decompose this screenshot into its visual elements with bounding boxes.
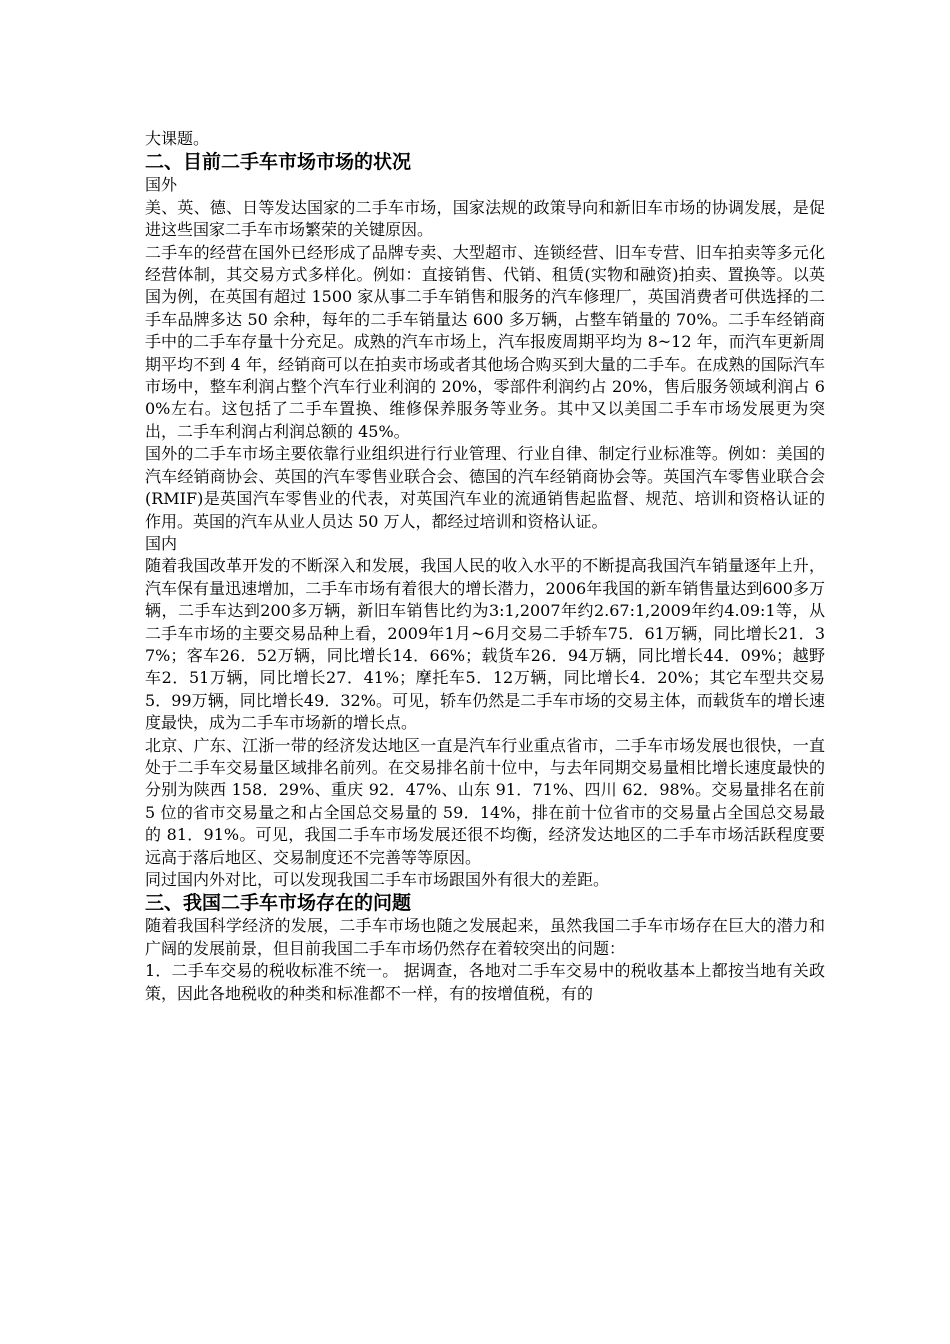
paragraph-problem-1: 1．二手车交易的税收标准不统一。 据调查，各地对二手车交易中的税收基本上都按当地有关政策，因此各地税收的种类和标准都不一样，有的按增值税，有的 [145, 961, 825, 1003]
paragraph-problems-intro: 随着我国科学经济的发展，二手车市场也随之发展起来，虽然我国二手车市场存在巨大的潜力和广阔的发展前景，但目前我国二手车市场仍然存在着较突出的问题： [145, 916, 825, 958]
paragraph-comparison: 同过国内外对比，可以发现我国二手车市场跟国外有很大的差距。 [145, 870, 610, 889]
subheading-abroad: 国外 [145, 175, 178, 195]
paragraph-abroad-3: 国外的二手车市场主要依靠行业组织进行行业管理、行业自律、制定行业标准等。例如：美国的汽车经销商协会、英国的汽车零售业联合会、德国的汽车经销商协会等。英国汽车零售业联合会(RMIF)是英国汽车零售业的代表，对英国汽车业的流通销售起监督、规范、培训和资格认证的作用。英国的汽车从业人员达 50 万人，都经过培训和资格认证。 [145, 444, 825, 531]
paragraph-domestic-2: 北京、广东、江浙一带的经济发达地区一直是汽车行业重点省市，二手车市场发展也很快，一直处于二手车交易量区域排名前列。在交易排名前十位中，与去年同期交易量相比增长速度最快的分别为陕西 158．29%、重庆 92．47%、山东 91．71%、四川 62．98%。交易量排名在前 5 位的省市交易量之和占全国总交易量的 59．14%，排在前十位省市的交易量占全国总交易最的 81．91%。可见，我国二手车市场发展还很不均衡，经济发达地区的二手车市场活跃程度要远高于落后地区、交易制度还不完善等等原因。 [145, 735, 825, 867]
paragraph-continuation: 大课题。 [145, 129, 210, 148]
paragraph-abroad-1: 美、英、德、日等发达国家的二手车市场，国家法规的政策导向和新旧车市场的协调发展，是促进这些国家二手车市场繁荣的关键原因。 [145, 197, 825, 240]
paragraph-abroad-2: 二手车的经营在国外已经形成了品牌专卖、大型超市、连锁经营、旧车专营、旧车拍卖等多元化经营体制，其交易方式多样化。例如：直接销售、代销、租赁(实物和融资)拍卖、置换等。以英国为例，在英国有超过 1500 家从事二手车销售和服务的汽车修理厂，英国消费者可供选择的二手车品牌多达 50 余种，每年的二手车销量达 600 多万辆，占整车销量的 70%。二手车经销商手中的二手车存量十分充足。成熟的汽车市场上，汽车报废周期平均为 8~12 年，而汽车更新周期平均不到 4 年，经销商可以在拍卖市场或者其他场合购买到大量的二手车。在成熟的国际汽车市场中，整车利润占整个汽车行业利润的 20%，零部件利润约占 20%，售后服务领域利润占 60%左右。这包括了二手车置换、维修保养服务等业务。其中又以美国二手车市场发展更为突出，二手车利润占利润总额的 45%。 [145, 242, 825, 441]
section-heading-2: 二、目前二手车市场市场的状况 [145, 151, 412, 174]
document-page [145, 128, 825, 1005]
section-heading-3: 三、我国二手车市场存在的问题 [145, 892, 412, 915]
paragraph-domestic-1: 随着我国改革开发的不断深入和发展，我国人民的收入水平的不断提高我国汽车销量逐年上升，汽车保有量迅速增加，二手车市场有着很大的增长潜力，2006年我国的新车销售量达到600多万辆，二手车达到200多万辆，新旧车销售比约为3:1,2007年约2.67:1,2009年约4.09:1等，从二手车市场的主要交易品种上看，2009年1月~6月交易二手轿车75．61万辆，同比增长21．37%；客车26．52万辆，同比增长14．66%；载货车26．94万辆，同比增长44．09%；越野车2．51万辆，同比增长27．41%；摩托车5．12万辆，同比增长4．20%；其它车型共交易5．99万辆，同比增长49．32%。可见，轿车仍然是二手车市场的交易主体，而载货车的增长速度最快，成为二手车市场新的增长点。 [145, 556, 825, 733]
subheading-domestic: 国内 [145, 533, 178, 553]
